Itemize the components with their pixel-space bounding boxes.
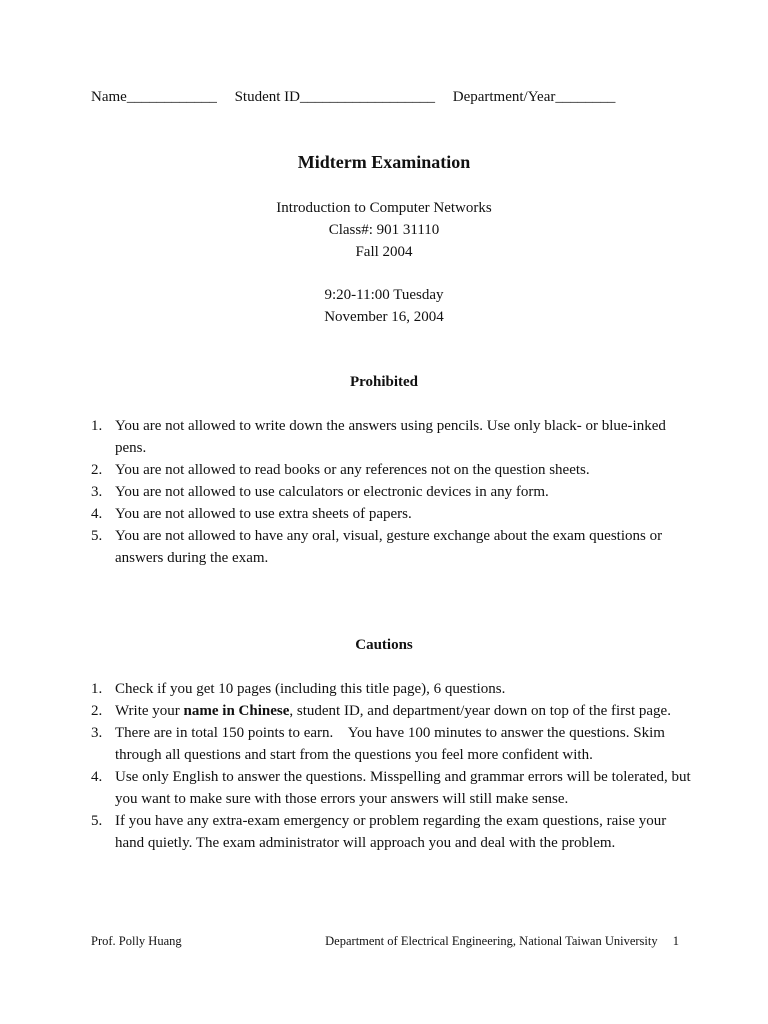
exam-date: November 16, 2004 <box>324 309 444 325</box>
list-item: 3. You are not allowed to use calculators or electronic devices in any form. <box>91 484 549 500</box>
name-field: Name____________ <box>91 89 217 105</box>
list-item: 1. You are not allowed to write down the answers using pencils. Use only black- or blue-inked pens. <box>91 418 666 456</box>
page-footer <box>91 934 679 949</box>
list-item: 3. There are in total 150 points to earn. You have 100 minutes to answer the questions. Skim through all questions and start from the questions you feel more confident with. <box>91 725 669 763</box>
list-item: 5. You are not allowed to have any oral, visual, gesture exchange about the exam questions or answers during the exam. <box>91 528 663 566</box>
course-name: Introduction to Computer Networks <box>276 200 492 216</box>
class-number: Class#: 901 31110 <box>328 222 440 238</box>
list-item: 5. If you have any extra-exam emergency or problem regarding the exam questions, raise your hand quietly. The exam administrator will approach you and deal with the problem. <box>91 813 667 851</box>
name-in-chinese-emphasis: name in Chinese <box>183 703 290 719</box>
list-item: 4. Use only English to answer the questions. Misspelling and grammar errors will be tolerated, but you want to make sure with those errors your answers will still make sense. <box>91 769 691 807</box>
term: Fall 2004 <box>355 244 413 260</box>
prohibited-heading: Prohibited <box>349 374 419 390</box>
student-info-line <box>91 89 691 106</box>
exam-schedule <box>0 284 768 328</box>
department-year-field: Department/Year________ <box>452 89 616 105</box>
footer-author: Prof. Polly Huang <box>91 934 182 948</box>
cautions-heading: Cautions <box>355 637 413 653</box>
list-item: 4. You are not allowed to use extra sheets of papers. <box>91 506 412 522</box>
page-title: Midterm Examination <box>297 152 471 172</box>
footer-department: Department of Electrical Engineering, National Taiwan University <box>325 934 658 948</box>
student-id-field: Student ID__________________ <box>234 89 435 105</box>
exam-time: 9:20-11:00 Tuesday <box>324 287 444 303</box>
list-item: 2. Write your name in Chinese, student ID, and department/year down on top of the first page. <box>91 703 671 719</box>
page-number: 1 <box>672 934 679 948</box>
course-info <box>0 197 768 263</box>
cautions-list <box>91 678 691 854</box>
list-item: 2. You are not allowed to read books or any references not on the question sheets. <box>91 462 590 478</box>
prohibited-list <box>91 415 691 569</box>
footer-right <box>325 934 679 949</box>
list-item: 1. Check if you get 10 pages (including this title page), 6 questions. <box>91 681 506 697</box>
